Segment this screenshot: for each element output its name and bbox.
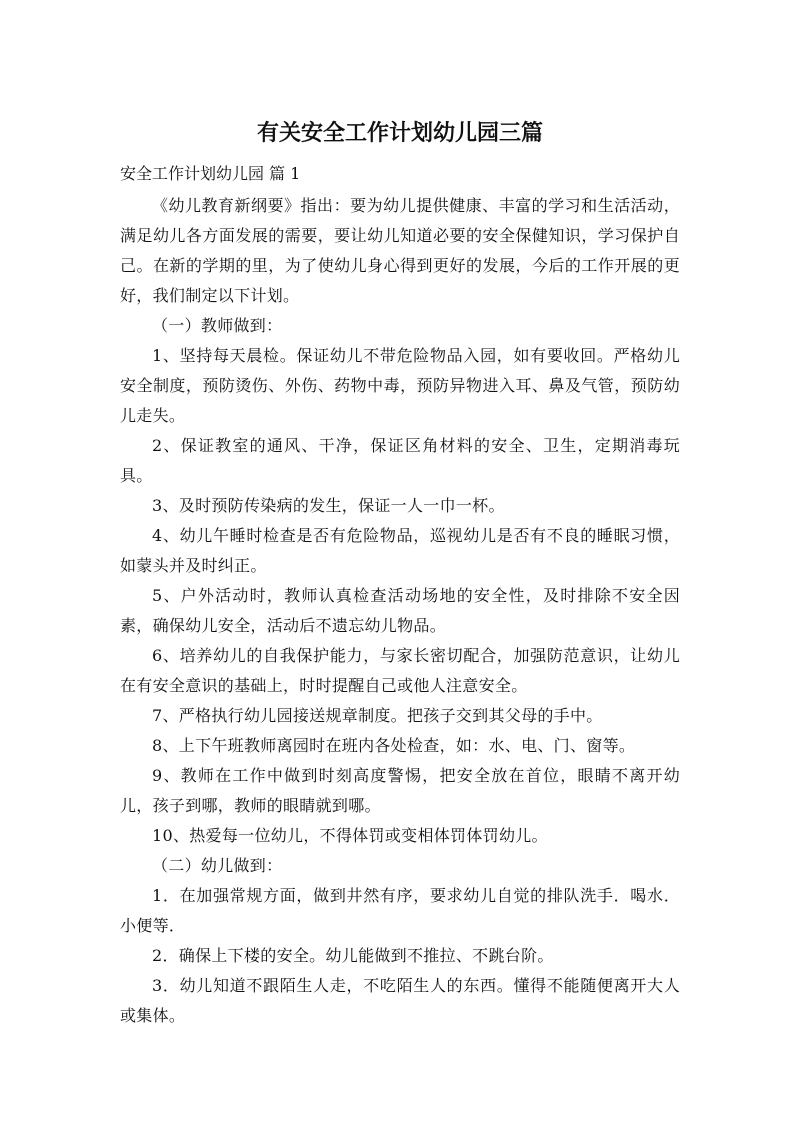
document-title: 有关安全工作计划幼儿园三篇 (256, 121, 543, 146)
teacher-item-8: 8、上下午班教师离园时在班内各处检查，如：水、电、门、窗等。 (152, 736, 636, 755)
teacher-item-2: 2、保证教室的通风、干净，保证区角材料的安全、卫生，定期消毒玩具。 (120, 436, 680, 485)
teacher-subheading: （一）教师做到： (152, 316, 283, 335)
teacher-item-4: 4、幼儿午睡时检查是否有危险物品，巡视幼儿是否有不良的睡眠习惯，如蒙头并及时纠正。 (120, 526, 680, 575)
teacher-item-3: 3、及时预防传染病的发生，保证一人一巾一杯。 (152, 496, 505, 515)
teacher-item-9: 9、教师在工作中做到时刻高度警惕，把安全放在首位，眼睛不离开幼儿，孩子到哪，教师的眼睛就到哪。 (120, 766, 680, 815)
document-body (120, 191, 680, 1031)
teacher-item-7: 7、严格执行幼儿园接送规章制度。把孩子交到其父母的手中。 (152, 706, 603, 725)
intro-paragraph: 《幼儿教育新纲要》指出：要为幼儿提供健康、丰富的学习和生活活动，满足幼儿各方面发展的需要，要让幼儿知道必要的安全保健知识，学习保护自己。在新的学期的里，为了使幼儿身心得到更好的发展，今后的工作开展的更好，我们制定以下计划。 (120, 196, 680, 305)
section-heading: 安全工作计划幼儿园 篇 1 (120, 164, 301, 183)
teacher-item-1: 1、坚持每天晨检。保证幼儿不带危险物品入园，如有要收回。严格幼儿安全制度，预防烫伤、外伤、药物中毒，预防异物进入耳、鼻及气管，预防幼儿走失。 (120, 346, 680, 425)
teacher-item-5: 5、户外活动时，教师认真检查活动场地的安全性，及时排除不安全因素，确保幼儿安全，活动后不遗忘幼儿物品。 (120, 586, 680, 635)
children-item-3: 3．幼儿知道不跟陌生人走，不吃陌生人的东西。懂得不能随便离开大人或集体。 (120, 976, 680, 1025)
children-subheading: （二）幼儿做到： (152, 856, 283, 875)
teacher-item-10: 10、热爱每一位幼儿，不得体罚或变相体罚体罚幼儿。 (152, 826, 548, 845)
children-item-1: 1．在加强常规方面，做到井然有序，要求幼儿自觉的排队洗手．喝水．小便等． (120, 886, 680, 935)
teacher-item-6: 6、培养幼儿的自我保护能力，与家长密切配合，加强防范意识，让幼儿在有安全意识的基础上，时时提醒自己或他人注意安全。 (120, 646, 680, 695)
children-item-2: 2．确保上下楼的安全。幼儿能做到不推拉、不跳台阶。 (152, 946, 554, 965)
